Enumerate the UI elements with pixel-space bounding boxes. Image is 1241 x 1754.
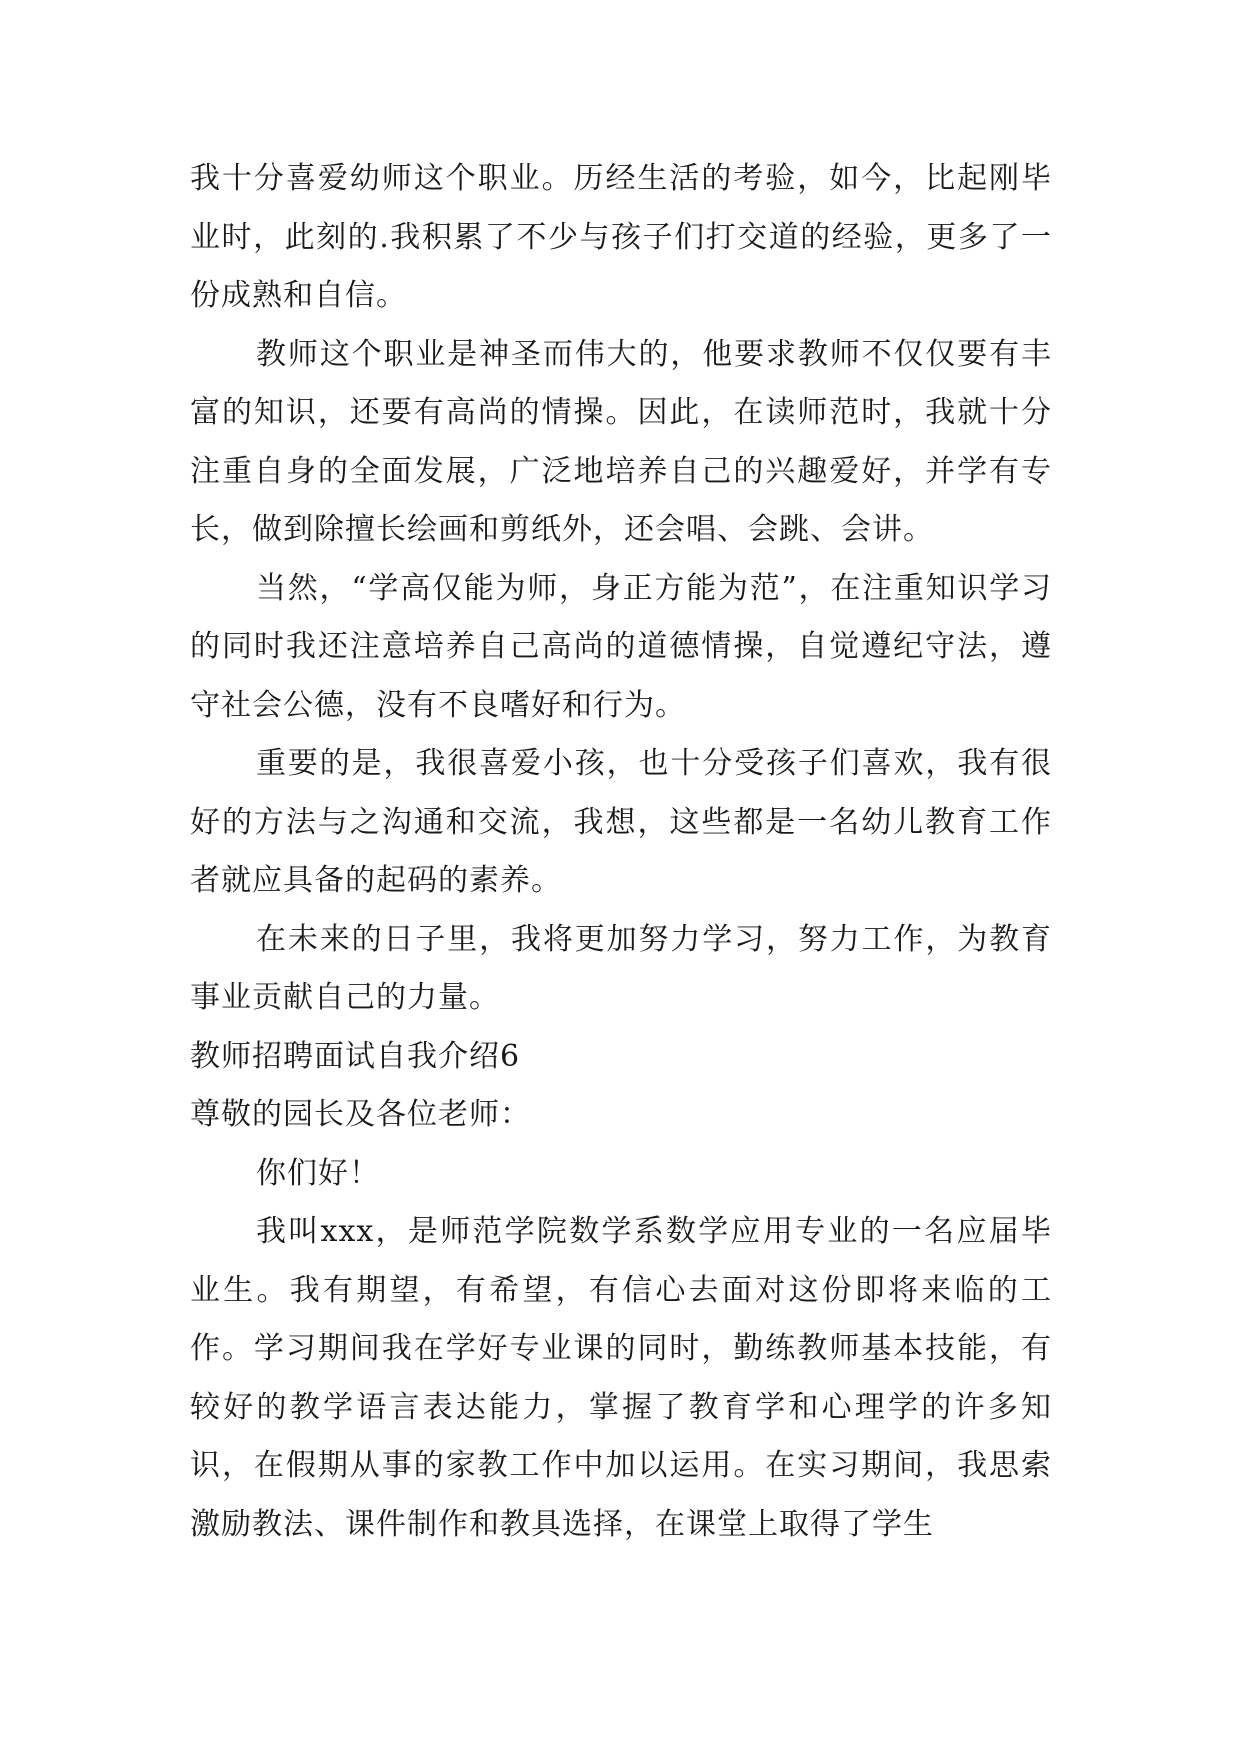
paragraph-1: 我十分喜爱幼师这个职业。历经生活的考验，如今，比起刚毕业时，此刻的.我积累了不少与孩子们打交道的经验，更多了一份成熟和自信。 [190, 161, 1052, 313]
section-title: 教师招聘面试自我介绍6 [190, 1038, 521, 1074]
greeting: 你们好！ [256, 1155, 380, 1191]
paragraph-2: 教师这个职业是神圣而伟大的，他要求教师不仅仅要有丰富的知识，还要有高尚的情操。因此，在读师范时，我就十分注重自身的全面发展，广泛地培养自己的兴趣爱好，并学有专长，做到除擅长绘画和剪纸外，还会唱、会跳、会讲。 [190, 336, 1052, 547]
paragraph-4: 重要的是，我很喜爱小孩，也十分受孩子们喜欢，我有很好的方法与之沟通和交流，我想，这些都是一名幼儿教育工作者就应具备的起码的素养。 [190, 746, 1052, 898]
document-page [190, 150, 1052, 1554]
salutation: 尊敬的园长及各位老师： [190, 1097, 531, 1132]
paragraph-3: 当然，“学高仅能为师，身正方能为范”，在注重知识学习的同时我还注意培养自己高尚的道德情操，自觉遵纪守法，遵守社会公德，没有不良嗜好和行为。 [190, 570, 1052, 723]
body-paragraph-1: 我叫xxx，是师范学院数学系数学应用专业的一名应届毕业生。我有期望，有希望，有信心去面对这份即将来临的工作。学习期间我在学好专业课的同时，勤练教师基本技能，有较好的教学语言表达能力，掌握了教育学和心理学的许多知识，在假期从事的家教工作中加以运用。在实习期间，我思索激励教法、课件制作和教具选择，在课堂上取得了学生 [190, 1214, 1052, 1542]
paragraph-5: 在未来的日子里，我将更加努力学习，努力工作，为教育事业贡献自己的力量。 [190, 921, 1052, 1015]
